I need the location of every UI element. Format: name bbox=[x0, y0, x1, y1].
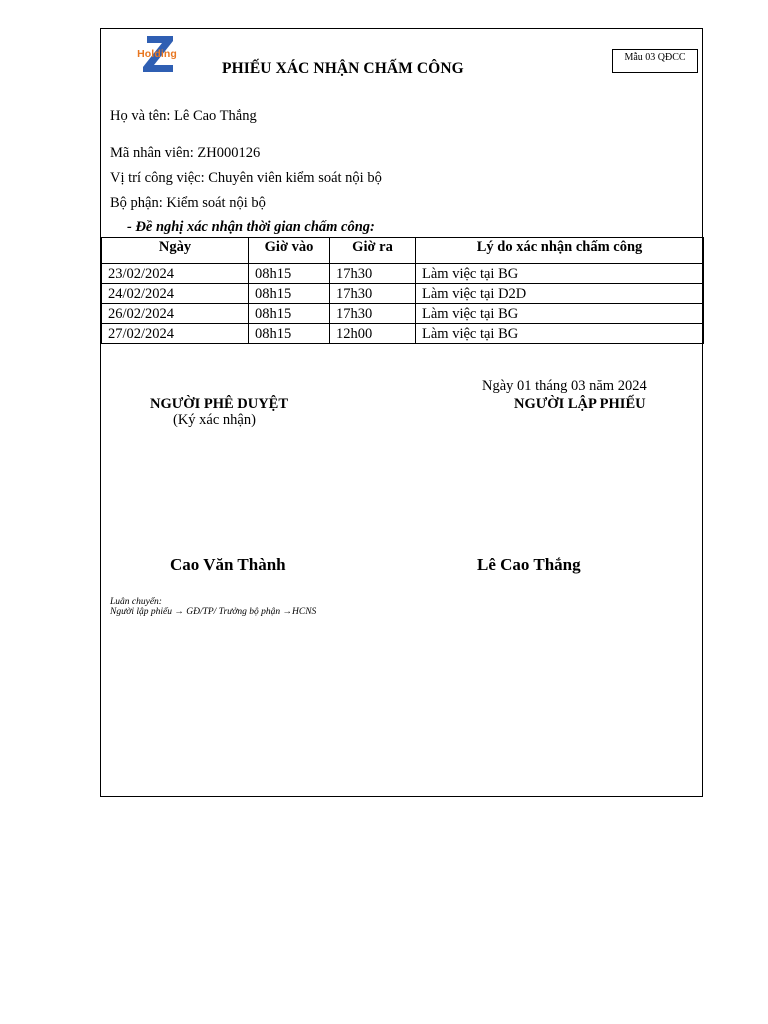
routing-path: Người lập phiếu → GĐ/TP/ Trưởng bộ phận →HCNS bbox=[110, 607, 317, 617]
table-header-row bbox=[102, 238, 704, 264]
table-row bbox=[102, 324, 704, 344]
approver-title: NGƯỜI PHÊ DUYỆT bbox=[150, 396, 289, 412]
form-code-box: Mẫu 03 QĐCC bbox=[612, 49, 698, 73]
signing-date: Ngày 01 tháng 03 năm 2024 bbox=[482, 378, 647, 394]
cell-time-in: 08h15 bbox=[249, 324, 330, 344]
department-field bbox=[110, 195, 266, 212]
table-row bbox=[102, 284, 704, 304]
column-header-time-out: Giờ ra bbox=[330, 238, 416, 264]
cell-time-out: 12h00 bbox=[330, 324, 416, 344]
employee-id-field bbox=[110, 145, 260, 162]
approver-name: Cao Văn Thành bbox=[170, 555, 286, 574]
cell-time-out: 17h30 bbox=[330, 264, 416, 284]
department-value: Kiểm soát nội bộ bbox=[166, 195, 266, 211]
cell-date: 27/02/2024 bbox=[102, 324, 249, 344]
company-logo bbox=[133, 36, 181, 76]
job-position-value: Chuyên viên kiểm soát nội bộ bbox=[208, 170, 382, 186]
cell-reason: Làm việc tại BG bbox=[416, 324, 704, 344]
creator-name: Lê Cao Thắng bbox=[477, 555, 581, 574]
employee-name-value: Lê Cao Thắng bbox=[174, 108, 257, 124]
job-position-field bbox=[110, 170, 382, 187]
cell-date: 24/02/2024 bbox=[102, 284, 249, 304]
column-header-reason: Lý do xác nhận chấm công bbox=[416, 238, 704, 264]
employee-id-label: Mã nhân viên: bbox=[110, 145, 194, 161]
routing-label: Luân chuyển: bbox=[110, 597, 162, 607]
cell-date: 23/02/2024 bbox=[102, 264, 249, 284]
cell-time-in: 08h15 bbox=[249, 284, 330, 304]
creator-title: NGƯỜI LẬP PHIẾU bbox=[514, 396, 646, 412]
cell-reason: Làm việc tại BG bbox=[416, 264, 704, 284]
document-title: PHIẾU XÁC NHẬN CHẤM CÔNG bbox=[222, 60, 464, 77]
cell-time-in: 08h15 bbox=[249, 304, 330, 324]
column-header-time-in: Giờ vào bbox=[249, 238, 330, 264]
department-label: Bộ phận: bbox=[110, 195, 163, 211]
cell-reason: Làm việc tại BG bbox=[416, 304, 704, 324]
cell-time-in: 08h15 bbox=[249, 264, 330, 284]
table-row bbox=[102, 264, 704, 284]
cell-reason: Làm việc tại D2D bbox=[416, 284, 704, 304]
employee-name-label: Họ và tên: bbox=[110, 108, 171, 124]
logo-text: Holding bbox=[137, 48, 177, 60]
cell-date: 26/02/2024 bbox=[102, 304, 249, 324]
employee-id-value: ZH000126 bbox=[197, 145, 261, 161]
request-heading: - Đề nghị xác nhận thời gian chấm công: bbox=[127, 219, 375, 235]
cell-time-out: 17h30 bbox=[330, 284, 416, 304]
job-position-label: Vị trí công việc: bbox=[110, 170, 205, 186]
approver-note: (Ký xác nhận) bbox=[173, 412, 256, 428]
employee-name-field bbox=[110, 108, 257, 125]
attendance-table bbox=[101, 237, 704, 344]
column-header-date: Ngày bbox=[102, 238, 249, 264]
cell-time-out: 17h30 bbox=[330, 304, 416, 324]
table-row bbox=[102, 304, 704, 324]
